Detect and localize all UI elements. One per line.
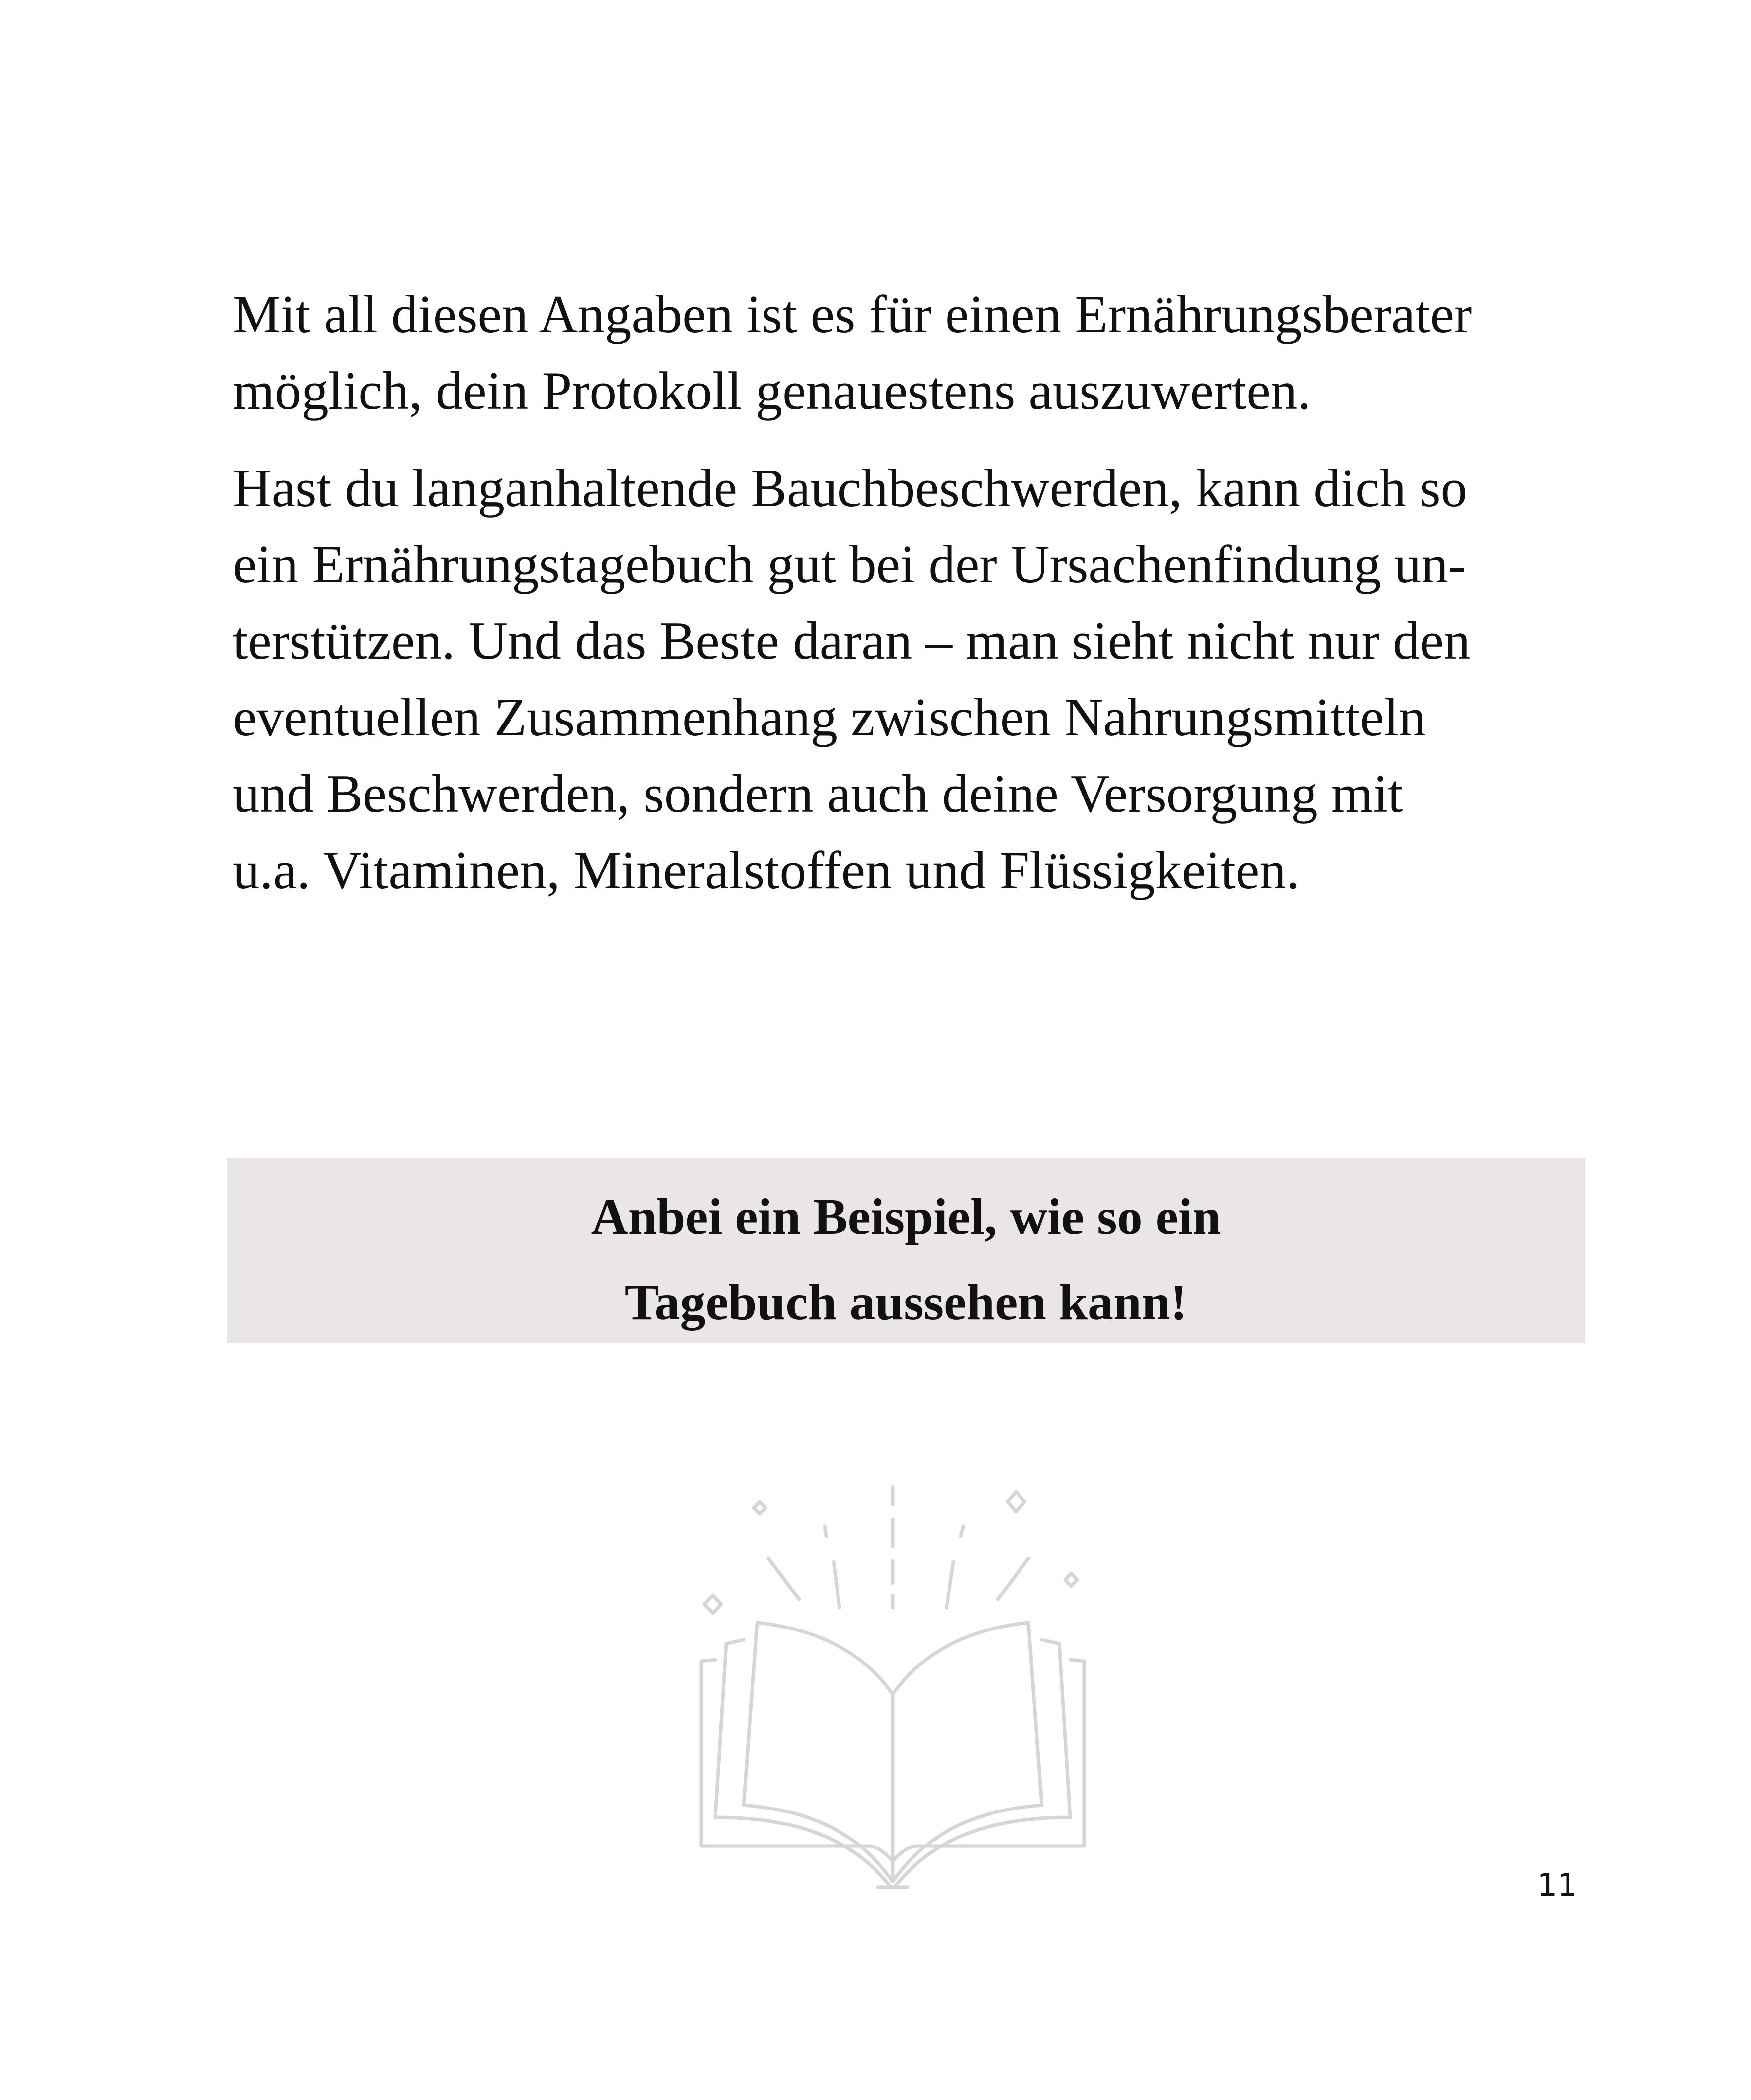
page-number: 11 <box>1537 1867 1577 1904</box>
text-line: und Beschwerden, sondern auch deine Versorgung mit <box>233 764 1403 824</box>
callout-line-1: Anbei ein Beispiel, wie so ein <box>591 1189 1221 1245</box>
open-book-icon <box>691 1477 1095 1911</box>
text-line: ein Ernährungstagebuch gut bei der Ursachenfindung un- <box>233 535 1466 594</box>
text-line: Hast du langanhaltende Bauchbeschwerden, kann dich so <box>233 458 1468 518</box>
example-callout-box <box>227 1158 1585 1343</box>
paragraph-1 <box>233 276 1594 429</box>
text-line: möglich, dein Protokoll genauestens auszuwerten. <box>233 361 1311 421</box>
paragraph-2 <box>233 450 1594 908</box>
callout-line-2: Tagebuch aussehen kann! <box>624 1274 1188 1331</box>
text-line: terstützen. Und das Beste daran – man sieht nicht nur den <box>233 611 1471 671</box>
text-line: u.a. Vitaminen, Mineralstoffen und Flüssigkeiten. <box>233 840 1300 900</box>
text-line: Mit all diesen Angaben ist es für einen Ernährungsberater <box>233 285 1472 344</box>
body-text <box>233 276 1594 908</box>
text-line: eventuellen Zusammenhang zwischen Nahrungsmitteln <box>233 688 1426 747</box>
